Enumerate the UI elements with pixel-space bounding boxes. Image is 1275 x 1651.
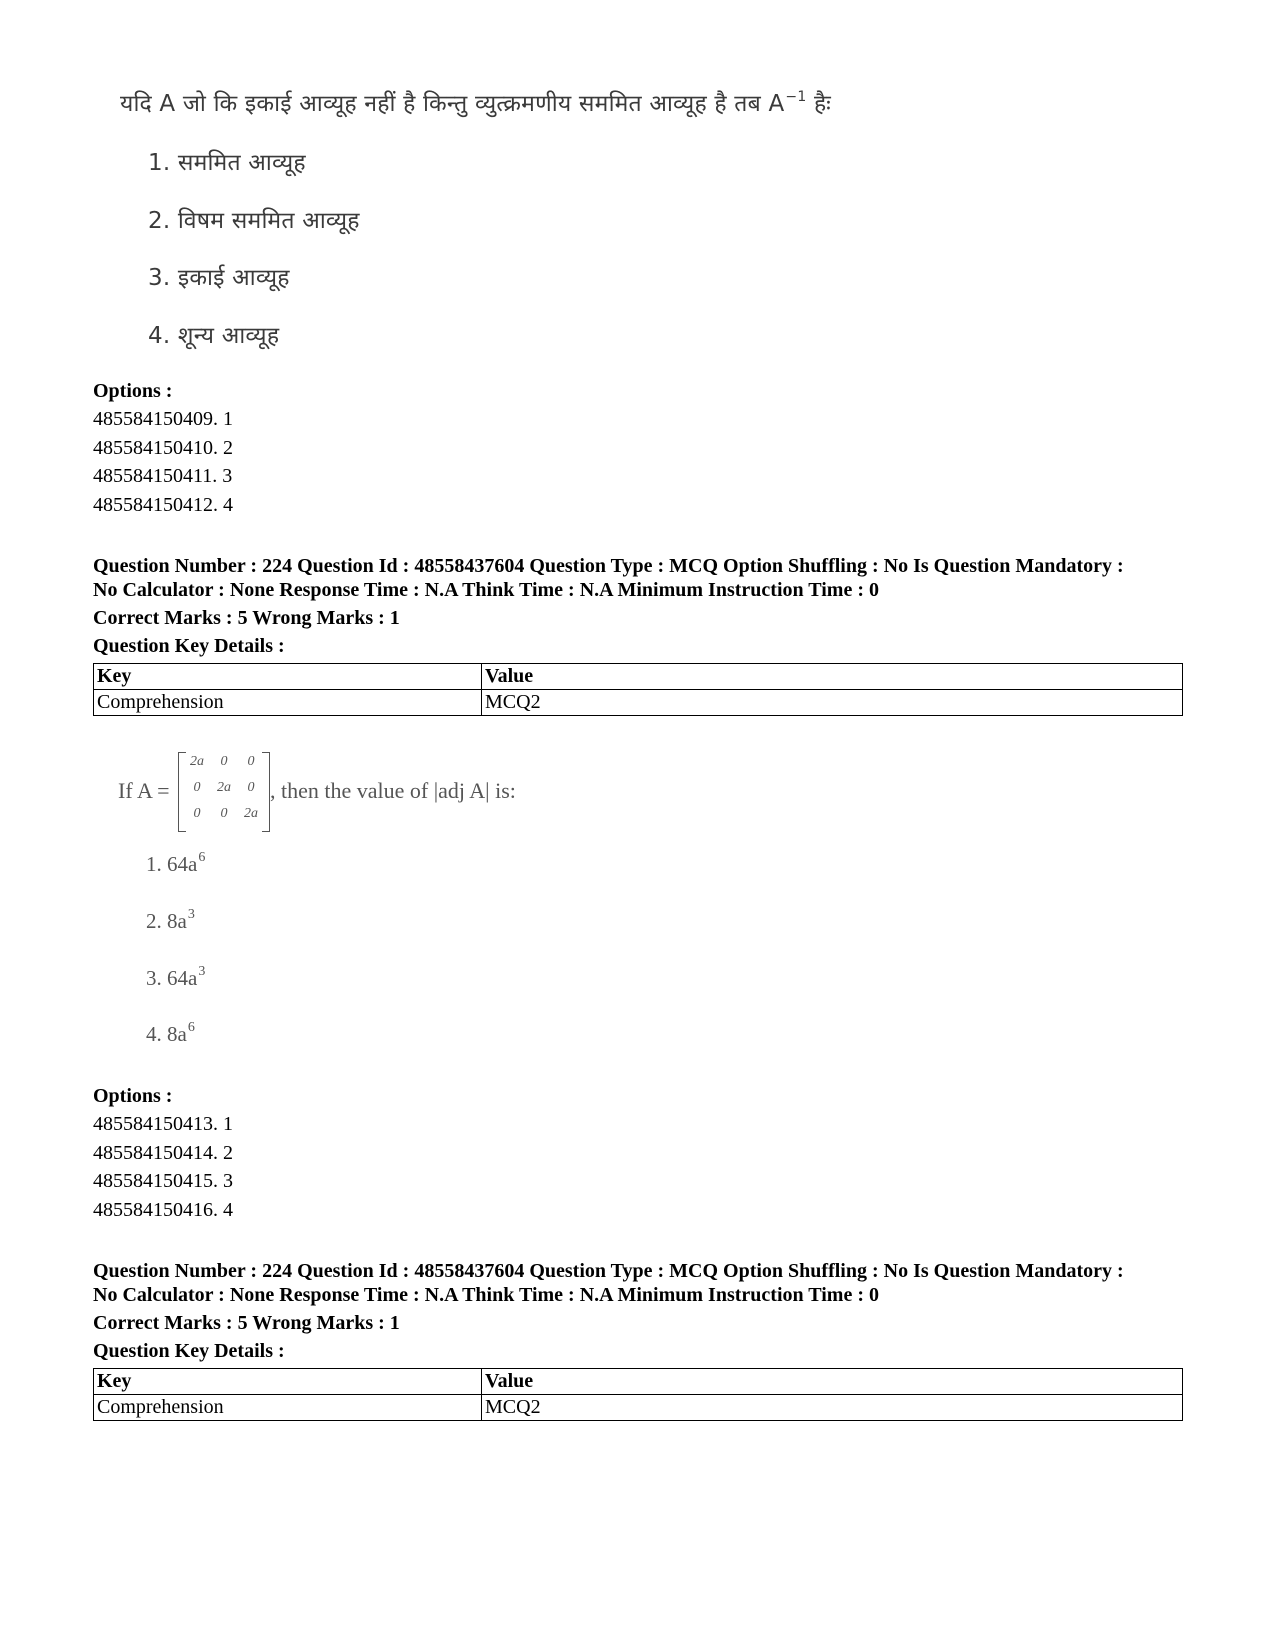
q2-choice-2-sup: 3 [187,907,195,922]
q2-matrix [178,752,270,832]
q2-choice-1-sup: 6 [198,850,206,865]
table-header-value: Value [482,664,1183,690]
q3-meta-line2: No Calculator : None Response Time : N.A Think Time : N.A Minimum Instruction Time : 0 [93,1284,879,1306]
q1-stem [120,86,831,118]
table-header-key: Key [94,1369,482,1395]
q2-header [93,554,1183,716]
matrix-cell: 2a [244,806,258,821]
q1-options [93,377,1183,519]
matrix-cell: 0 [247,780,255,795]
table-header-value: Value [482,1369,1183,1395]
matrix-cell: 2a [190,754,204,769]
q2-choice-4 [146,1022,195,1047]
table-cell-value: MCQ2 [482,690,1183,716]
q1-options-label: Options : [93,380,173,402]
q2-choice-3 [146,966,205,991]
q2-choice-1 [146,852,205,877]
table-row [94,664,1183,690]
matrix-cell: 0 [220,806,228,821]
q2-marks: Correct Marks : 5 Wrong Marks : 1 [93,607,400,629]
q1-choice-3: 3. इकाई आव्यूह [148,265,290,291]
q2-choice-3-base: 3. 64a [146,966,198,990]
matrix-cell: 0 [220,754,228,769]
table-row [94,1395,1183,1421]
q2-options [93,1082,1183,1224]
q2-option-3: 485584150415. 3 [93,1170,233,1192]
q1-option-2: 485584150410. 2 [93,436,233,459]
table-row [94,690,1183,716]
q2-meta-line2: No Calculator : None Response Time : N.A Think Time : N.A Minimum Instruction Time : 0 [93,579,879,601]
q2-key-table [93,663,1183,716]
q1-choice-2: 2. विषम सममित आव्यूह [148,208,360,234]
matrix-cell: 2a [217,780,231,795]
q1-choice-1: 1. सममित आव्यूह [148,150,306,176]
q1-stem-sup: −1 [785,89,807,105]
q2-choice-2 [146,909,195,934]
q1-option-4: 485584150412. 4 [93,493,233,516]
q3-marks: Correct Marks : 5 Wrong Marks : 1 [93,1312,400,1334]
q1-stem-prefix: यदि A जो कि इकाई आव्यूह नहीं है किन्तु व्युत्क्रमणीय सममित आव्यूह है तब A [120,91,785,117]
q2-choice-4-base: 4. 8a [146,1022,187,1046]
q2-meta-line1: Question Number : 224 Question Id : 48558437604 Question Type : MCQ Option Shuffling : No Is Question Mandatory : [93,555,1124,577]
q1-choice-4: 4. शून्य आव्यूह [148,323,280,349]
q2-option-2: 485584150414. 2 [93,1141,233,1164]
matrix-cell: 0 [193,780,201,795]
q2-choice-3-sup: 3 [198,964,206,979]
q2-stem-prefix: If A = [118,778,170,803]
q2-choice-2-base: 2. 8a [146,909,187,933]
q2-stem-suffix: , then the value of |adj A| is: [270,778,516,803]
table-cell-key: Comprehension [94,1395,482,1421]
q2-option-1: 485584150413. 1 [93,1113,233,1135]
q1-stem-suffix: हैः [806,91,832,117]
table-row [94,1369,1183,1395]
q3-key-details-label: Question Key Details : [93,1340,285,1362]
q3-header [93,1259,1183,1421]
q1-option-3: 485584150411. 3 [93,465,233,487]
table-header-key: Key [94,664,482,690]
q2-key-details-label: Question Key Details : [93,635,285,657]
table-cell-key: Comprehension [94,690,482,716]
q2-choice-1-base: 1. 64a [146,852,198,876]
q2-choice-4-sup: 6 [187,1020,195,1035]
q3-key-table [93,1368,1183,1421]
matrix-cell: 0 [193,806,201,821]
matrix-cell: 0 [247,754,255,769]
table-cell-value: MCQ2 [482,1395,1183,1421]
q3-meta-line1: Question Number : 224 Question Id : 48558437604 Question Type : MCQ Option Shuffling : No Is Question Mandatory : [93,1260,1124,1282]
q2-options-label: Options : [93,1085,173,1107]
q2-option-4: 485584150416. 4 [93,1198,233,1221]
q1-option-1: 485584150409. 1 [93,408,233,430]
